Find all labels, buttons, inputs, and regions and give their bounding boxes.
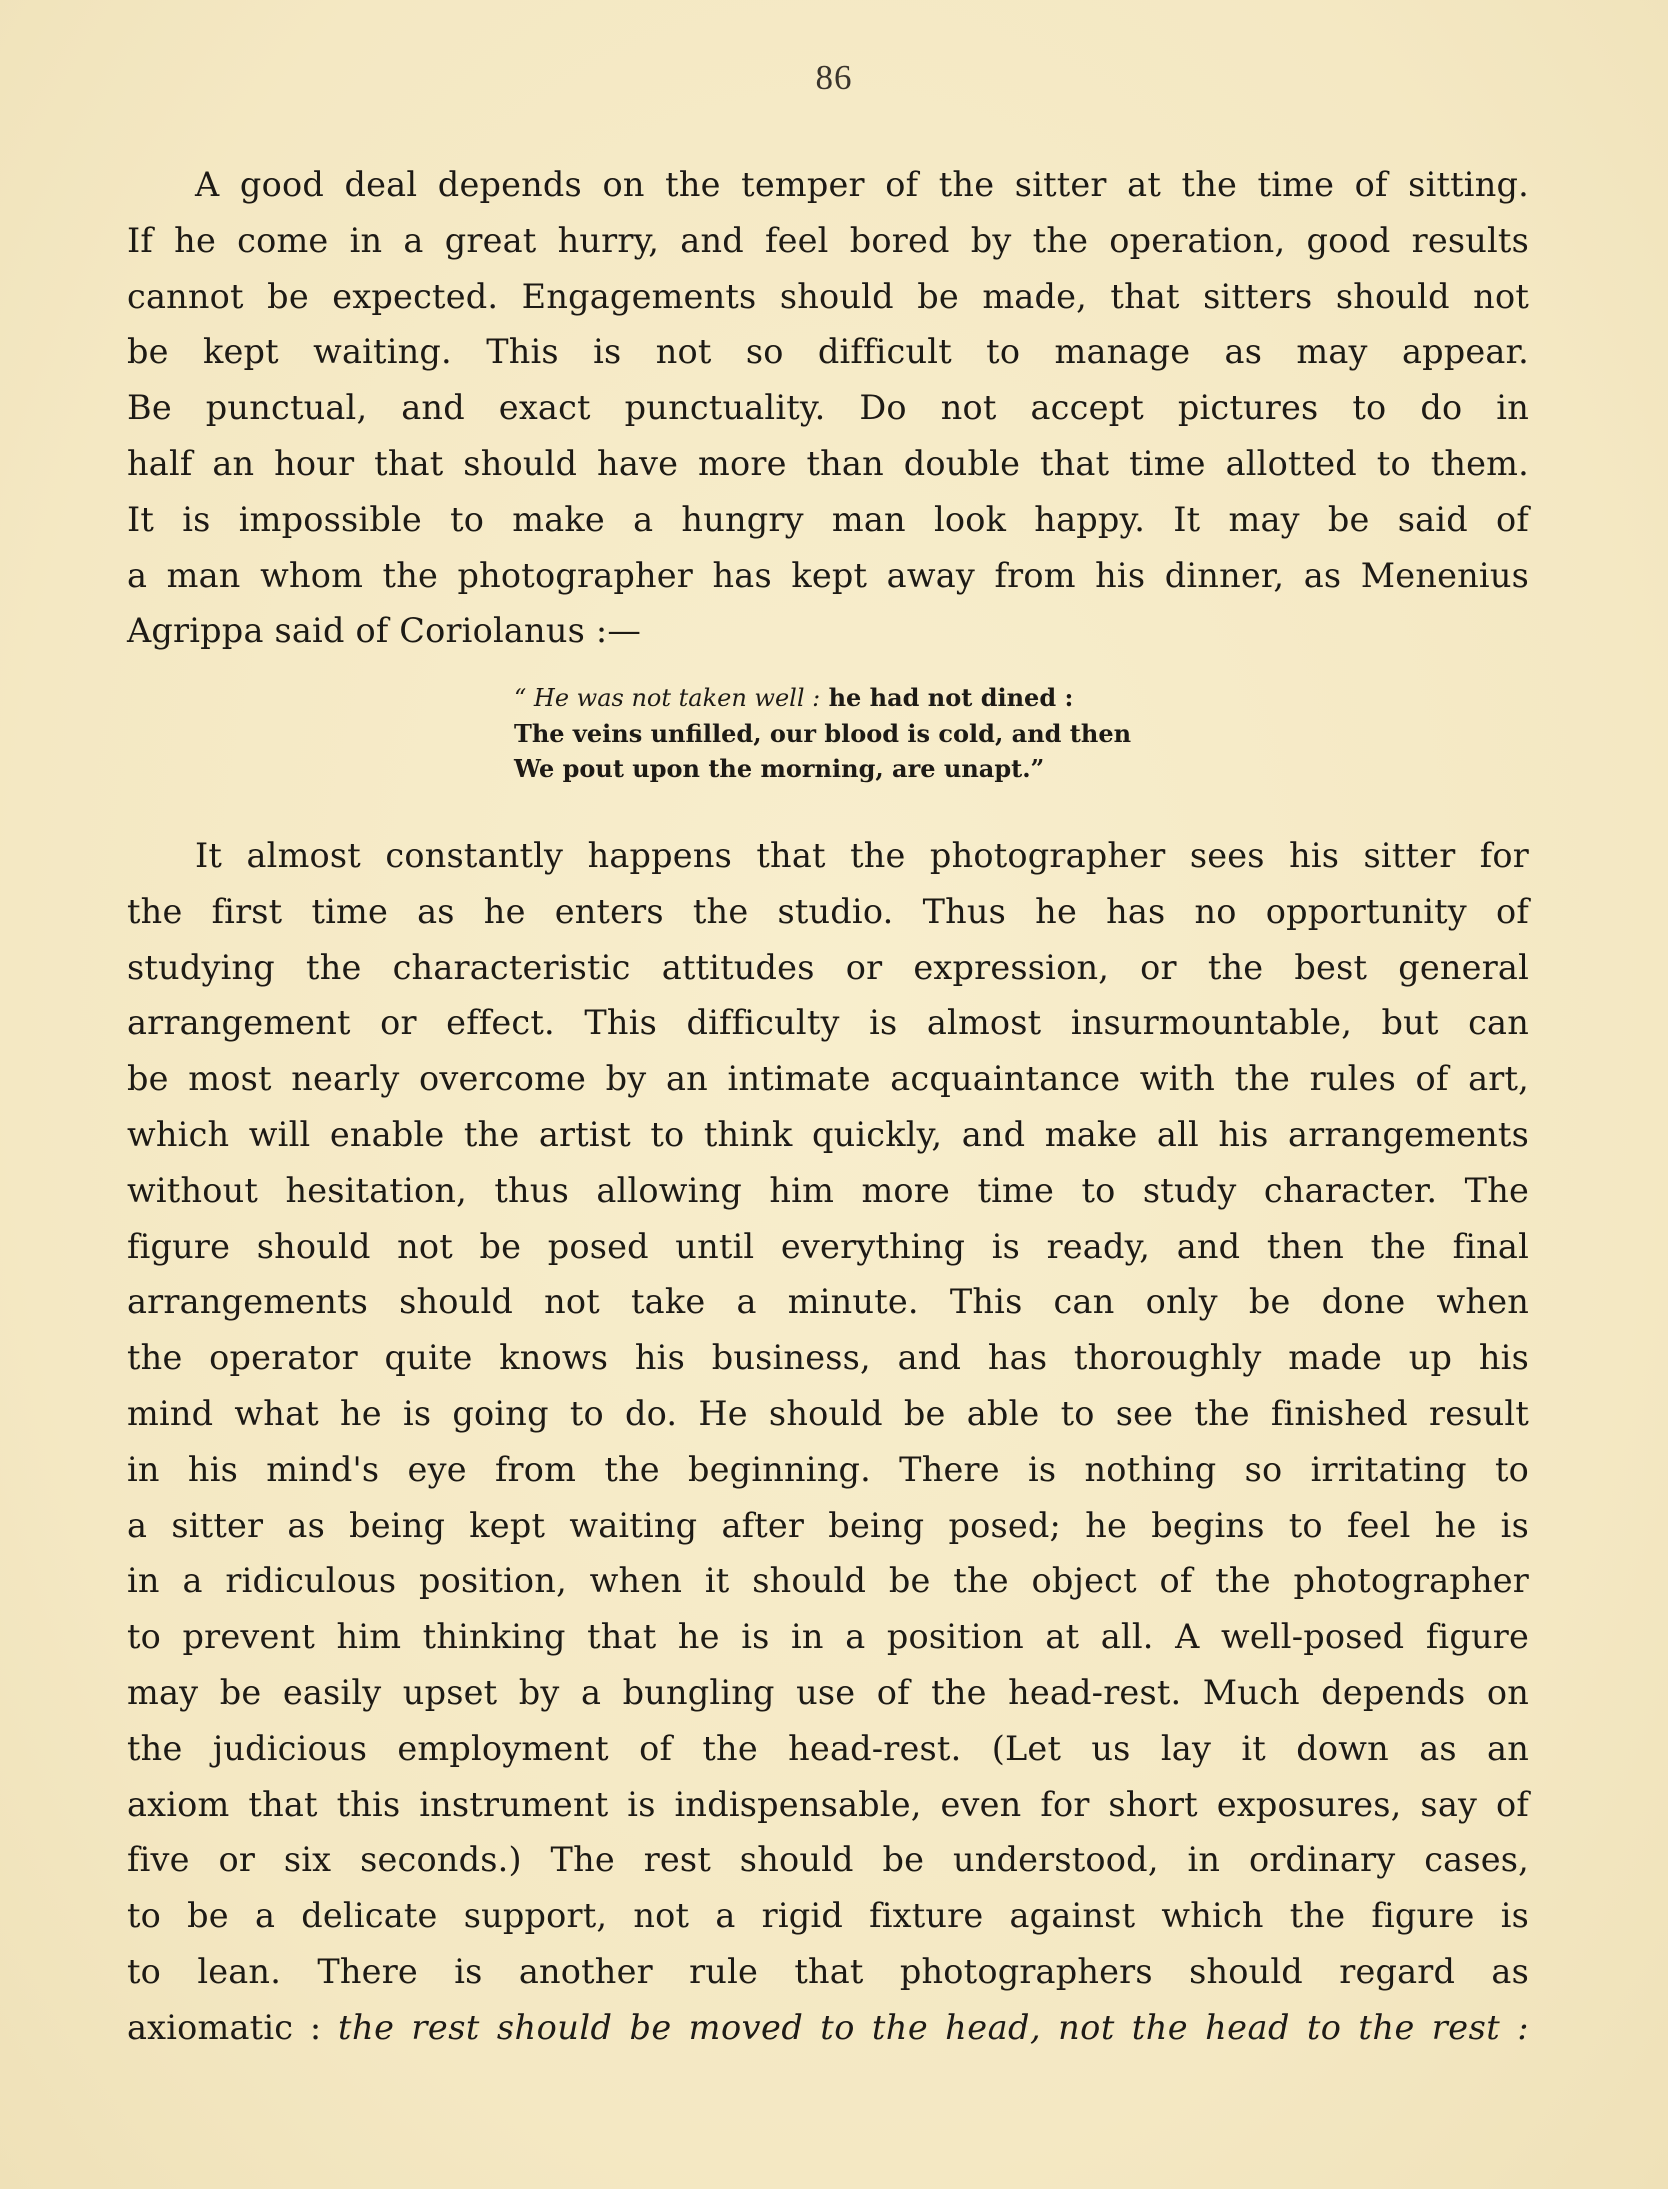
text-line: Agrippa said of Coriolanus :— — [127, 611, 642, 651]
text-line: mind what he is going to do. He should be able to see the finished result — [127, 1393, 1529, 1433]
quote-line: The veins unfilled, our blood is cold, and then — [514, 719, 1132, 748]
paragraph-1 — [127, 157, 1529, 659]
text-line: in a ridiculous position, when it should be the object of the photographer — [127, 1561, 1529, 1601]
text-line: which will enable the artist to think quickly, and make all his arrangements — [127, 1114, 1529, 1154]
text-line: the operator quite knows his business, and has thoroughly made up his — [127, 1338, 1529, 1378]
quote-text: he had not dined : — [820, 683, 1074, 712]
text-line: half an hour that should have more than double that time allotted to them. — [127, 443, 1529, 483]
text-line: If he come in a great hurry, and feel bored by the operation, good results — [127, 220, 1529, 260]
quote-line: We pout upon the morning, are unapt.” — [514, 754, 1045, 783]
page-number: 86 — [815, 58, 853, 97]
text-line: figure should not be posed until everything is ready, and then the final — [127, 1226, 1529, 1266]
text-line: the judicious employment of the head-rest. (Let us lay it down as an — [127, 1728, 1529, 1768]
text-line: to be a delicate support, not a rigid fixture against which the figure is — [127, 1896, 1529, 1936]
text-line: It almost constantly happens that the photographer sees his sitter for — [195, 836, 1529, 875]
text-line: arrangement or effect. This difficulty is almost insurmountable, but can — [127, 1003, 1529, 1043]
text-line: A good deal depends on the temper of the sitter at the time of sitting. — [195, 165, 1529, 204]
text-line: Be punctual, and exact punctuality. Do not accept pictures to do in — [127, 388, 1529, 428]
quote-italic: “ He was not taken well : — [514, 684, 821, 712]
text-line-mixed — [127, 2000, 1529, 2056]
text-line: five or six seconds.) The rest should be understood, in ordinary cases, — [127, 1840, 1529, 1880]
text-line: a sitter as being kept waiting after being posed; he begins to feel he is — [127, 1505, 1529, 1545]
text-roman: axiomatic : — [127, 2007, 322, 2047]
text-line: arrangements should not take a minute. This can only be done when — [127, 1282, 1529, 1322]
text-line: a man whom the photographer has kept away from his dinner, as Menenius — [127, 555, 1529, 595]
text-line: without hesitation, thus allowing him more time to study character. The — [127, 1170, 1529, 1210]
paragraph-2 — [127, 828, 1529, 2056]
block-quote — [514, 680, 1131, 786]
text-line: may be easily upset by a bungling use of the head-rest. Much depends on — [127, 1672, 1529, 1712]
text-line: It is impossible to make a hungry man look happy. It may be said of — [127, 499, 1529, 539]
text-line: axiom that this instrument is indispensable, even for short exposures, say of — [127, 1784, 1529, 1824]
text-line: in his mind's eye from the beginning. There is nothing so irritating to — [127, 1449, 1529, 1489]
text-italic: the rest should be moved to the head, not the head to the rest : — [338, 2007, 1529, 2047]
text-line: cannot be expected. Engagements should be made, that sitters should not — [127, 276, 1529, 316]
text-line: to lean. There is another rule that photographers should regard as — [127, 1951, 1529, 1991]
text-line: the first time as he enters the studio. Thus he has no opportunity of — [127, 891, 1529, 931]
text-line: be kept waiting. This is not so difficult to manage as may appear. — [127, 332, 1529, 372]
quote-line — [514, 680, 1131, 716]
text-line: to prevent him thinking that he is in a position at all. A well-posed figure — [127, 1617, 1529, 1657]
text-line: be most nearly overcome by an intimate acquaintance with the rules of art, — [127, 1059, 1529, 1099]
text-line: studying the characteristic attitudes or expression, or the best general — [127, 947, 1529, 987]
